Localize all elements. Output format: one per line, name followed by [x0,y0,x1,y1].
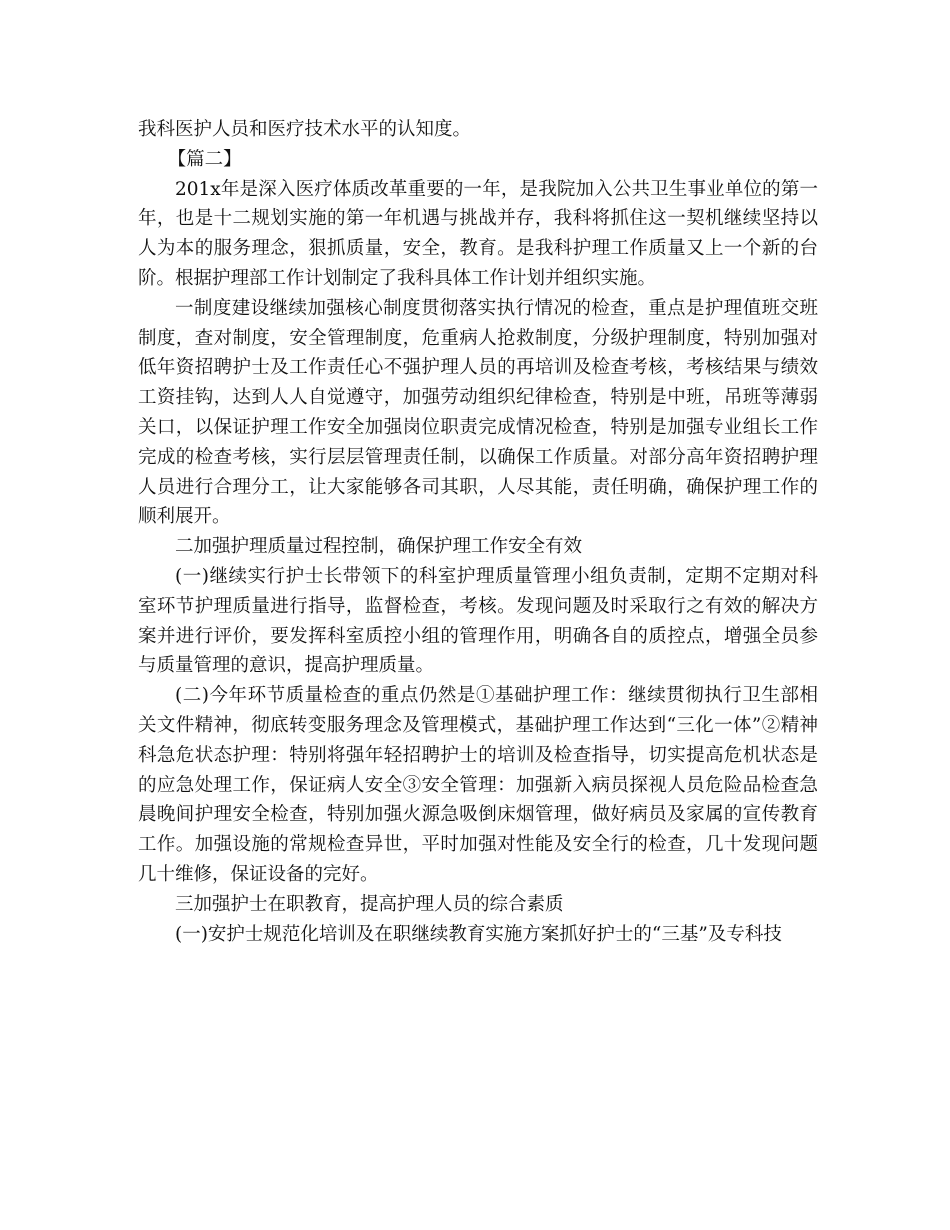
subheading-quality-control: 二加强护理质量过程控制，确保护理工作安全有效 [175,536,583,558]
section-heading: 【篇二】 [167,148,242,170]
paragraph-training: (一)安护士规范化培训及在职继续教育实施方案抓好护士的“三基”及专科技 [175,923,782,945]
subheading-education: 三加强护士在职教育，提高护理人员的综合素质 [175,893,564,915]
paragraph-intro: 201x年是深入医疗体质改革重要的一年，是我院加入公共卫生事业单位的第一年，也是十二规划实施的第一年机遇与挑战并存，我科将抓住这一契机继续坚持以人为本的服务理念，狠抓质量，安全，教育。是我科护理工作质量又上一个新的台阶。根据护理部工作计划制定了我科具体工作计划并组织实施。 [138,178,818,289]
document-body [138,115,818,949]
paragraph-inspection-focus: (二)今年环节质量检查的重点仍然是①基础护理工作：继续贯彻执行卫生部相关文件精神，彻底转变服务理念及管理模式，基础护理工作达到“三化一体”②精神科急危状态护理：特别将强年轻招聘护士的培训及检查指导，切实提高危机状态是的应急处理工作，保证病人安全③安全管理：加强新入病员探视人员危险品检查急晨晚间护理安全检查，特别加强火源急吸倒床烟管理，做好病员及家属的宣传教育工作。加强设施的常规检查异世，平时加强对性能及安全行的检查，几十发现问题几十维修，保证设备的完好。 [138,685,818,885]
paragraph-system-building: 一制度建设继续加强核心制度贯彻落实执行情况的检查，重点是护理值班交班制度，查对制度，安全管理制度，危重病人抢救制度，分级护理制度，特别加强对低年资招聘护士及工作责任心不强护理人员的再培训及检查考核，考核结果与绩效工资挂钩，达到人人自觉遵守，加强劳动组织纪律检查，特别是中班，吊班等薄弱关口，以保证护理工作安全加强岗位职责完成情况检查，特别是加强专业组长工作完成的检查考核，实行层层管理责任制，以确保工作质量。对部分高年资招聘护理人员进行合理分工，让大家能够各司其职，人尽其能，责任明确，确保护理工作的顺利展开。 [138,297,818,528]
paragraph-quality-group: (一)继续实行护士长带领下的科室护理质量管理小组负责制，定期不定期对科室环节护理质量进行指导，监督检查，考核。发现问题及时采取行之有效的解决方案并进行评价，要发挥科室质控小组的管理作用，明确各自的质控点，增强全员参与质量管理的意识，提高护理质量。 [138,565,818,677]
paragraph-continuation: 我科医护人员和医疗技术水平的认知度。 [138,119,472,140]
